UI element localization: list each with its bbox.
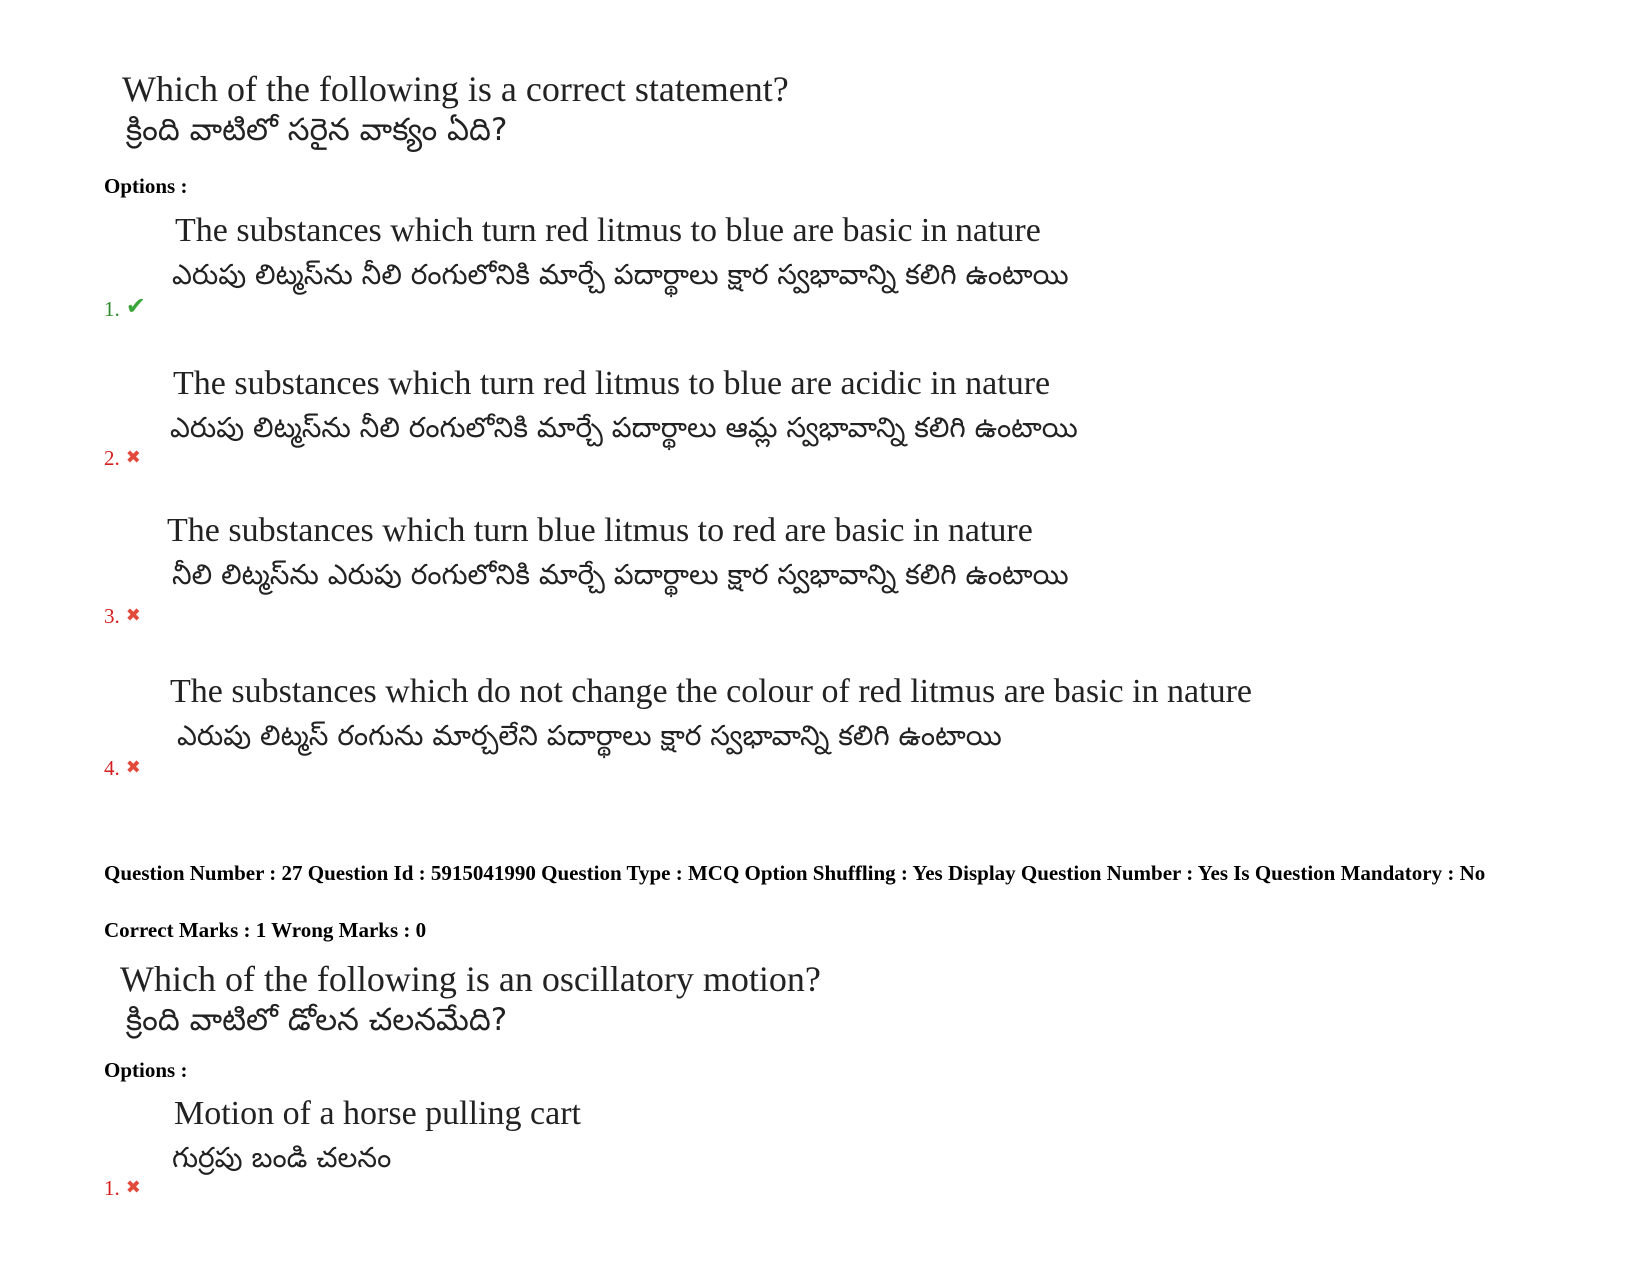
option-4-number	[104, 756, 141, 781]
q2-option-1-number	[104, 1176, 141, 1201]
question-1-text-te: క్రింది వాటిలో సరైన వాక్యం ఏది?	[126, 112, 508, 148]
option-4-number-label: 4.	[104, 756, 120, 780]
q2-option-1-text-en: Motion of a horse pulling cart	[174, 1095, 581, 1132]
q2-option-1-text-te: గుర్రపు బండి చలనం	[172, 1141, 392, 1174]
option-1-text-te: ఎరుపు లిట్మస్‌ను నీలి రంగులోనికి మార్చే పదార్థాలు క్షార స్వభావాన్ని కలిగి ఉంటాయి	[172, 258, 1069, 291]
option-3-number-label: 3.	[104, 604, 120, 628]
option-4-text-en: The substances which do not change the colour of red litmus are basic in nature	[170, 673, 1252, 710]
q2-option-1-number-label: 1.	[104, 1176, 120, 1200]
cross-icon: ✖	[125, 1177, 141, 1197]
option-1-number-label: 1.	[104, 297, 120, 321]
cross-icon: ✖	[125, 605, 141, 625]
option-1-number	[104, 292, 146, 322]
options-label: Options :	[104, 1058, 188, 1082]
option-2-text-te: ఎరుపు లిట్మస్‌ను నీలి రంగులోనికి మార్చే పదార్థాలు ఆమ్ల స్వభావాన్ని కలిగి ఉంటాయి	[170, 411, 1078, 444]
question-2-text-te: క్రింది వాటిలో డోలన చలనమేది?	[126, 1002, 508, 1038]
option-3-text-en: The substances which turn blue litmus to red are basic in nature	[167, 512, 1033, 549]
marks-info: Correct Marks : 1 Wrong Marks : 0	[104, 918, 427, 942]
option-3-number	[104, 604, 141, 629]
check-icon: ✔	[125, 294, 146, 320]
option-2-number-label: 2.	[104, 446, 120, 470]
option-2-text-en: The substances which turn red litmus to blue are acidic in nature	[173, 365, 1051, 402]
option-4-text-te: ఎరుపు లిట్మస్ రంగును మార్చలేని పదార్థాలు క్షార స్వభావాన్ని కలిగి ఉంటాయి	[177, 719, 1002, 752]
question-1-text-en: Which of the following is a correct statement?	[122, 69, 789, 109]
question-2-text-en: Which of the following is an oscillatory motion?	[120, 959, 821, 999]
option-3-text-te: నీలి లిట్మస్‌ను ఎరుపు రంగులోనికి మార్చే పదార్థాలు క్షార స్వభావాన్ని కలిగి ఉంటాయి	[172, 558, 1069, 591]
question-metadata: Question Number : 27 Question Id : 5915041990 Question Type : MCQ Option Shuffling : Yes Display Question Number : Yes Is Question Mandatory : No	[104, 861, 1486, 885]
option-2-number	[104, 446, 141, 471]
cross-icon: ✖	[125, 757, 141, 777]
cross-icon: ✖	[125, 447, 141, 467]
option-1-text-en: The substances which turn red litmus to blue are basic in nature	[175, 212, 1041, 249]
options-label: Options :	[104, 174, 188, 198]
